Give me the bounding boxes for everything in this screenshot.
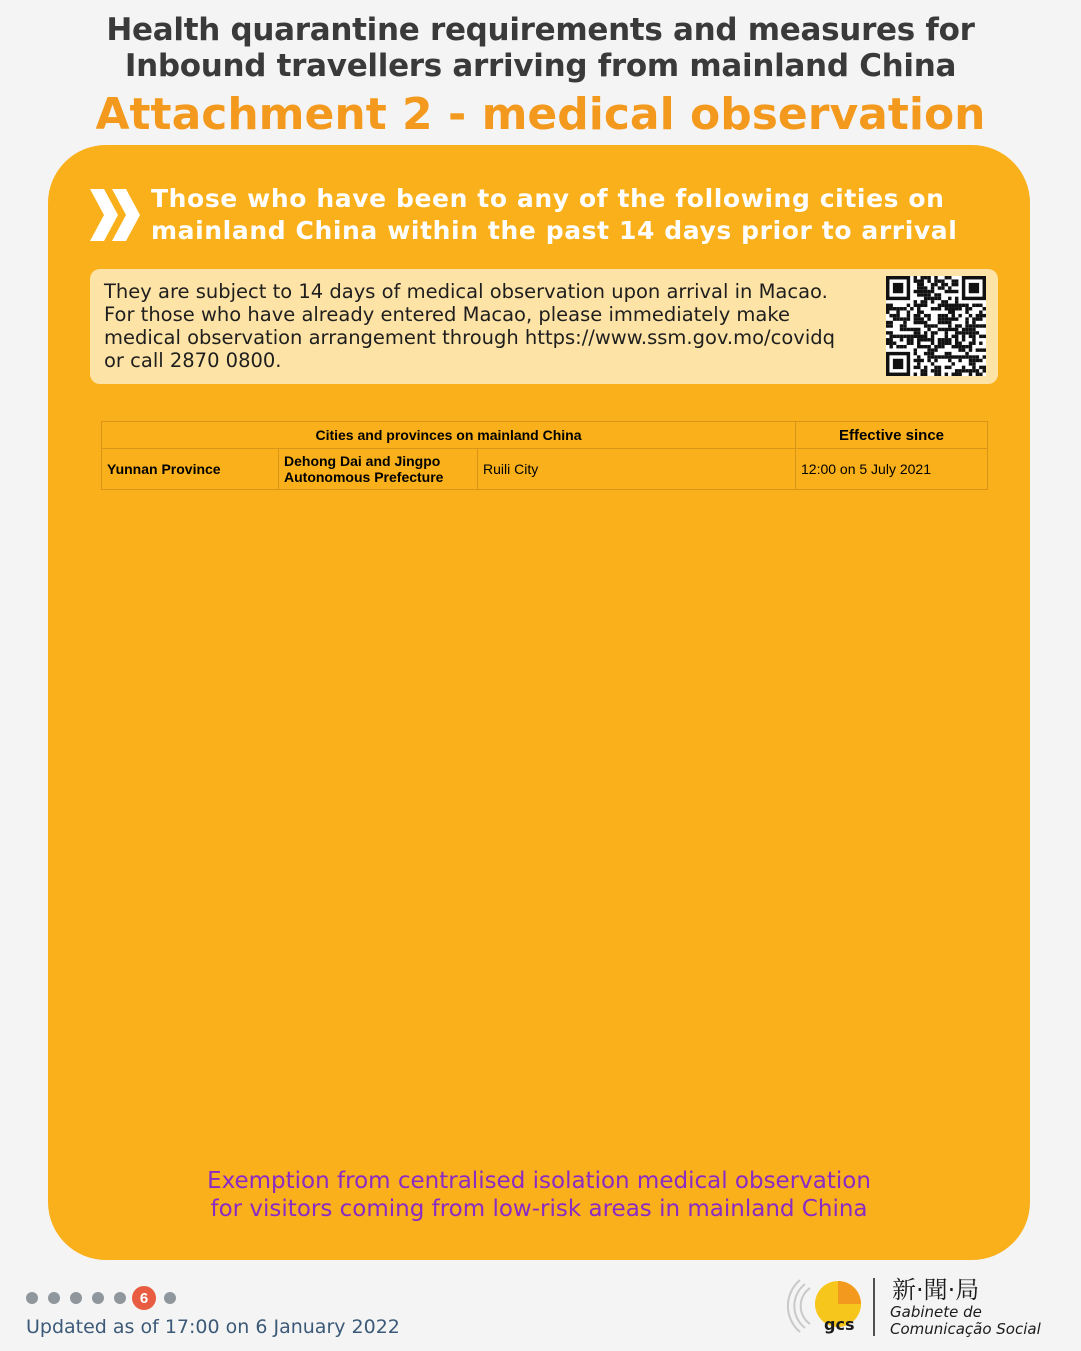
table-header-row (102, 422, 988, 449)
info-card (48, 145, 1030, 1260)
prefecture-line-2: Autonomous Prefecture (284, 469, 444, 485)
page-dot[interactable] (70, 1292, 82, 1304)
cell-effective: 12:00 on 5 July 2021 (796, 449, 988, 490)
double-chevron-right-icon (88, 187, 144, 243)
note-text (104, 280, 874, 372)
cell-prefecture (279, 449, 478, 490)
note-line-4: or call 2870 0800. (104, 349, 282, 372)
logo-pt-line-2: Comunicação Social (890, 1320, 1041, 1338)
lead-statement (151, 183, 1011, 247)
note-line-2: For those who have already entered Macao, please immediately make (104, 303, 790, 326)
page-dot[interactable] (48, 1292, 60, 1304)
gcs-logo (786, 1270, 1066, 1342)
page-dot[interactable] (26, 1292, 38, 1304)
page-dot[interactable] (114, 1292, 126, 1304)
logo-pt-line-1: Gabinete de (890, 1303, 982, 1321)
logo-chinese-text: 新·聞·局 (892, 1276, 980, 1304)
page-dot[interactable] (164, 1292, 176, 1304)
lead-line-1: Those who have been to any of the following cities on (151, 184, 945, 213)
observation-note (90, 269, 998, 384)
page-indicator (26, 1287, 186, 1309)
svg-text:gcs: gcs (824, 1315, 855, 1334)
prefecture-line-1: Dehong Dai and Jingpo (284, 453, 441, 469)
updated-timestamp: Updated as of 17:00 on 6 January 2022 (26, 1316, 400, 1338)
title-line-2: Inbound travellers arriving from mainland China (124, 48, 957, 84)
header-effective: Effective since (796, 422, 988, 449)
page-dot-active[interactable]: 6 (132, 1286, 156, 1310)
cell-city: Ruili City (478, 449, 796, 490)
header-cities: Cities and provinces on mainland China (102, 422, 796, 449)
page-subtitle: Attachment 2 - medical observation (95, 89, 986, 140)
qr-code-icon[interactable] (886, 276, 986, 376)
page-title (0, 12, 1081, 84)
table-row (102, 449, 988, 490)
exemption-line-1: Exemption from centralised isolation medical observation (207, 1168, 871, 1194)
lead-line-2: mainland China within the past 14 days prior to arrival (151, 216, 958, 245)
title-line-1: Health quarantine requirements and measures for (106, 12, 975, 48)
logo-portuguese-text (890, 1304, 1041, 1338)
note-line-3: medical observation arrangement through https://www.ssm.gov.mo/covidq (104, 326, 835, 349)
gcs-logo-mark (786, 1272, 876, 1340)
exemption-link[interactable] (48, 1167, 1030, 1223)
cities-table (101, 421, 988, 490)
note-line-1: They are subject to 14 days of medical observation upon arrival in Macao. (104, 280, 828, 303)
exemption-line-2: for visitors coming from low-risk areas in mainland China (210, 1196, 868, 1222)
cell-province: Yunnan Province (102, 449, 279, 490)
page-dot[interactable] (92, 1292, 104, 1304)
